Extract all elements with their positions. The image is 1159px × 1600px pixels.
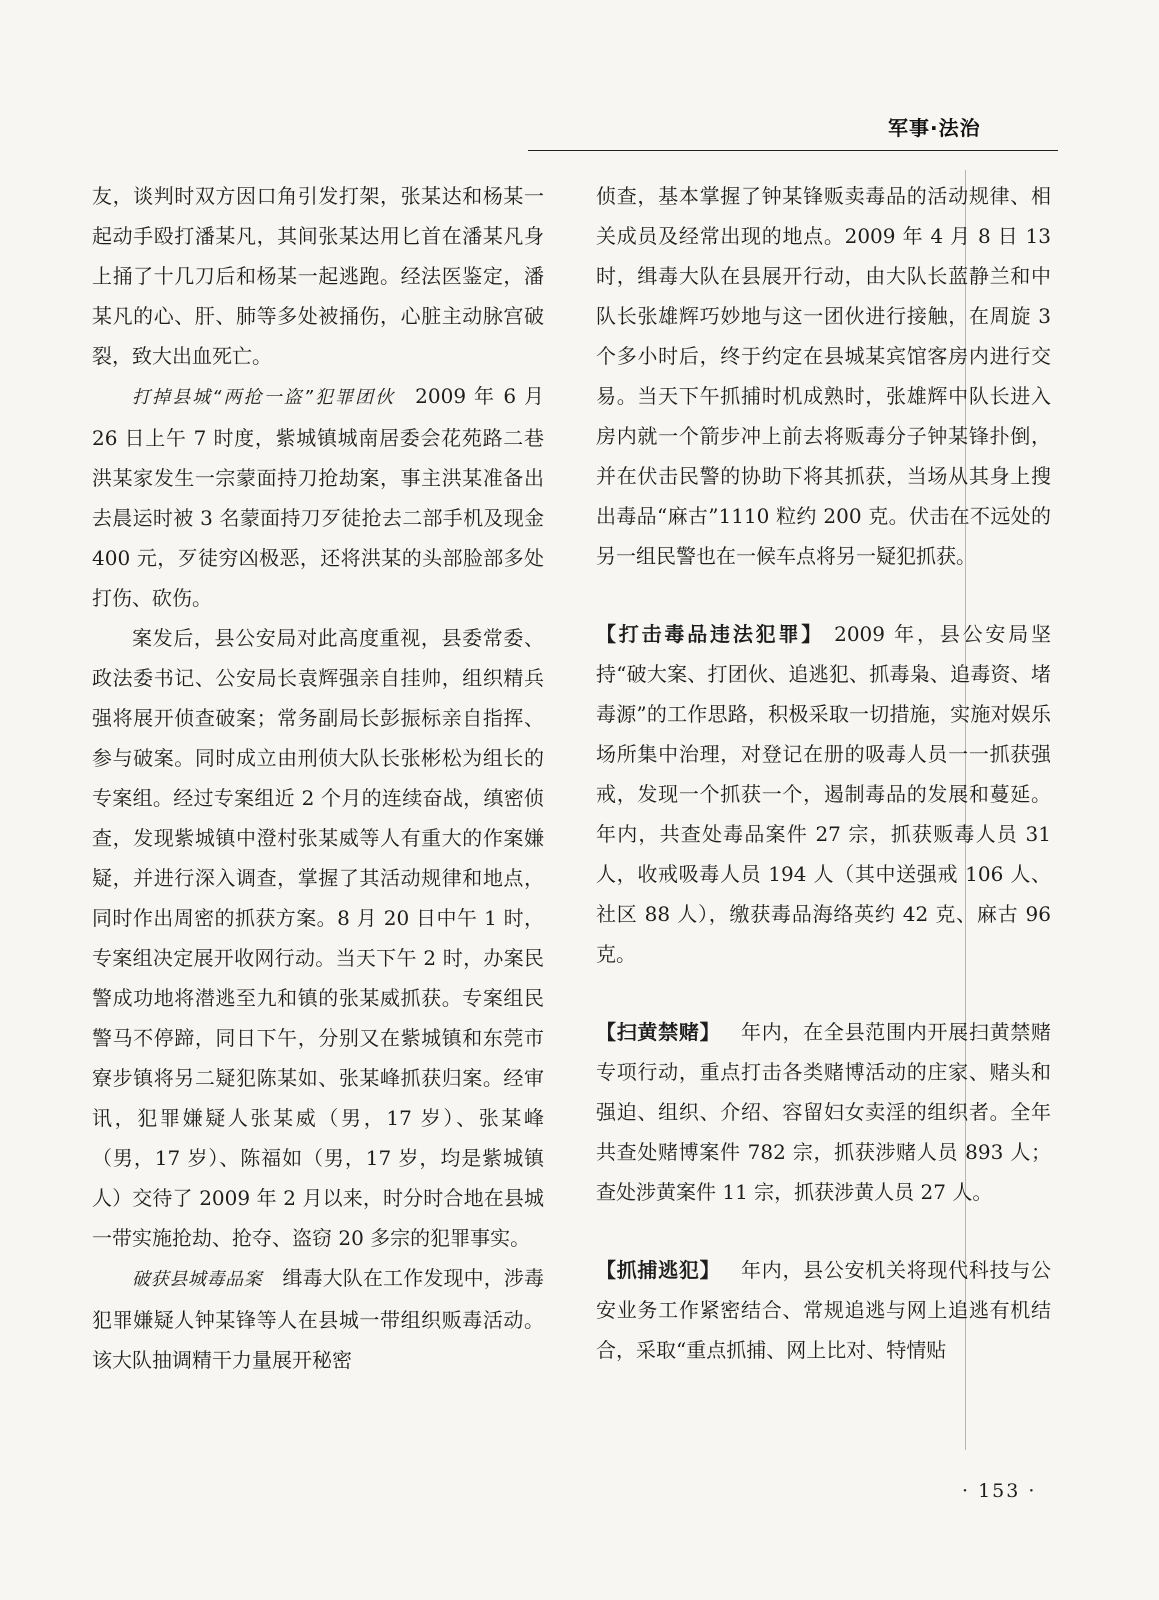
spacer [596, 974, 1051, 1012]
right-column [596, 176, 1051, 1370]
left-paragraph-3: 案发后，县公安局对此高度重视，县委常委、政法委书记、公安局长袁辉强亲自挂帅，组织精兵强将展开侦查破案；常务副局长彭振标亲自指挥、参与破案。同时成立由刑侦大队长张彬松为组长的专案组。经过专案组近 2 个月的连续奋战，缜密侦查，发现紫城镇中澄村张某威等人有重大的作案嫌疑，并进行深入调查，掌握了其活动规律和地点，同时作出周密的抓获方案。8 月 20 日中午 1 时，专案组决定展开收网行动。当天下午 2 时，办案民警成功地将潜逃至九和镇的张某威抓获。专案组民警马不停蹄，同日下午，分别又在紫城镇和东莞市寮步镇将另二疑犯陈某如、张某峰抓获归案。经审讯，犯罪嫌疑人张某威（男，17 岁）、张某峰（男，17 岁）、陈福如（男，17 岁，均是紫城镇人）交待了 2009 年 2 月以来，时分时合地在县城一带实施抢劫、抢夺、盗窃 20 多宗的犯罪事实。 [92, 626, 544, 1250]
left-paragraph-4-body: 缉毒大队在工作发现中，涉毒犯罪嫌疑人钟某锋等人在县城一带组织贩毒活动。该大队抽调精干力量展开秘密 [92, 1266, 544, 1372]
page-number: · 153 · [962, 1480, 1037, 1502]
run-in-heading-gang: 打掉县城“两抢一盗”犯罪团伙 [132, 387, 396, 408]
section-header-title: 军事·法治 [888, 116, 981, 140]
spacer [596, 1212, 1051, 1250]
section-heading-drug-crime: 【打击毒品违法犯罪】 [596, 622, 825, 646]
section-fugitives [596, 1250, 1051, 1370]
spacer [596, 576, 1051, 614]
section-drug-crime [596, 614, 1051, 974]
left-paragraph-4 [92, 1258, 544, 1380]
section-heading-fugitives: 【抓捕逃犯】 [596, 1258, 721, 1282]
left-paragraph-2-body: 2009 年 6 月 26 日上午 7 时度，紫城镇城南居委会花苑路二巷洪某家发生一宗蒙面持刀抢劫案，事主洪某准备出去晨运时被 3 名蒙面持刀歹徒抢去二部手机及现金 400 元，歹徒穷凶极恶，还将洪某的头部脸部多处打伤、砍伤。 [92, 384, 544, 610]
header-rule [528, 150, 1058, 151]
section-drug-crime-body: 2009 年，县公安局坚持“破大案、打团伙、追逃犯、抓毒枭、追毒资、堵毒源”的工作思路，积极采取一切措施，实施对娱乐场所集中治理，对登记在册的吸毒人员一一抓获强戒，发现一个抓获一个，遏制毒品的发展和蔓延。年内，共查处毒品案件 27 宗，抓获贩毒人员 31 人，收戒吸毒人员 194 人（其中送强戒 106 人、社区 88 人），缴获毒品海络英约 42 克、麻古 96 克。 [596, 622, 1052, 966]
right-paragraph-1: 侦查，基本掌握了钟某锋贩卖毒品的活动规律、相关成员及经常出现的地点。2009 年 4 月 8 日 13 时，缉毒大队在县展开行动，由大队长蓝静兰和中队长张雄辉巧妙地与这一团伙进行接触，在周旋 3 个多小时后，终于约定在县城某宾馆客房内进行交易。当天下午抓捕时机成熟时，张雄辉中队长进入房内就一个箭步冲上前去将贩毒分子钟某锋扑倒，并在伏击民警的协助下将其抓获，当场从其身上搜出毒品“麻古”1110 粒约 200 克。伏击在不远处的另一组民警也在一候车点将另一疑犯抓获。 [596, 184, 1051, 568]
section-fugitives-body: 年内，县公安机关将现代科技与公安业务工作紧密结合、常规追逃与网上追逃有机结合，采取“重点抓捕、网上比对、特情贴 [596, 1258, 1052, 1362]
left-paragraph-1: 友，谈判时双方因口角引发打架，张某达和杨某一起动手殴打潘某凡，其间张某达用匕首在潘某凡身上捅了十几刀后和杨某一起逃跑。经法医鉴定，潘某凡的心、肝、肺等多处被捅伤，心脏主动脉宫破裂，致大出血死亡。 [92, 184, 544, 368]
run-in-heading-drug-case: 破获县城毒品案 [132, 1269, 263, 1290]
section-anti-vice-body: 年内，在全县范围内开展扫黄禁赌专项行动，重点打击各类赌博活动的庄家、赌头和强迫、组织、介绍、容留妇女卖淫的组织者。全年共查处赌博案件 782 宗，抓获涉赌人员 893 人；查处涉黄案件 11 宗，抓获涉黄人员 27 人。 [596, 1020, 1052, 1204]
left-column [92, 176, 544, 1380]
section-anti-vice [596, 1012, 1051, 1212]
section-heading-anti-vice: 【扫黄禁赌】 [596, 1020, 721, 1044]
left-paragraph-2 [92, 376, 544, 618]
